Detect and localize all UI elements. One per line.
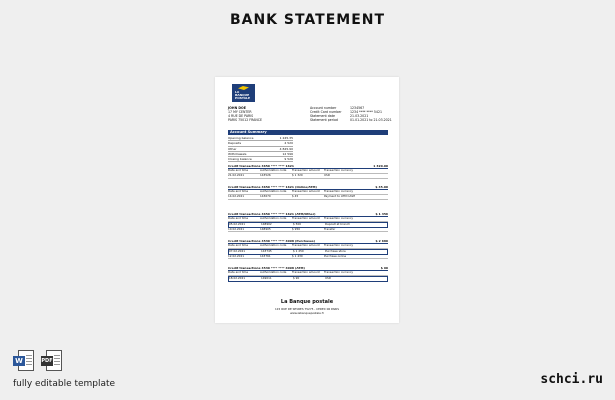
holder-address-line: 4 RUE DE PARIS xyxy=(228,114,254,118)
account-info-key: Account number xyxy=(310,106,337,110)
table-cell: $ 1 320 xyxy=(292,173,303,177)
section-title: Credit transactions 4530 **** **** 4098 (ATM) xyxy=(228,266,305,270)
table-cell: $ 90 xyxy=(293,276,300,280)
column-header: Transaction amount xyxy=(292,217,320,220)
logo-text-line: LA xyxy=(235,90,240,94)
table-cell: 05.02.2021 xyxy=(229,222,246,226)
footer-bank-name: La Banque postale xyxy=(280,299,334,305)
column-header: Transaction amount xyxy=(292,169,320,172)
column-header: Transaction amount xyxy=(292,190,320,193)
table-cell: 12.02.2021 xyxy=(228,254,245,258)
table-cell: $ 1 250 xyxy=(293,249,304,253)
holder-name: JOHN DOE xyxy=(228,106,246,110)
column-header: Date and time xyxy=(228,169,249,172)
column-header: Transaction currency xyxy=(324,190,354,193)
summary-key: Other xyxy=(228,146,237,151)
table-cell: $ 500 xyxy=(293,222,302,226)
table-cell: Purchase online xyxy=(324,254,347,258)
pdf-document-icon[interactable] xyxy=(41,350,63,372)
bank-logo xyxy=(232,84,255,102)
account-info-value: 01.01.2021 to 21.03.2021 xyxy=(350,118,392,122)
account-info-value: 21.03.2021 xyxy=(350,114,369,118)
word-document-icon[interactable] xyxy=(13,350,35,372)
column-header: Transaction amount xyxy=(292,271,320,274)
account-info-block xyxy=(310,106,392,122)
summary-key: Deposits xyxy=(228,141,242,146)
footer-address xyxy=(215,307,399,315)
table-cell: 18.02.2021 xyxy=(229,276,246,280)
section-title: Credit transactions 4650 **** **** 1621 (Online/ATM) xyxy=(228,185,317,189)
table-cell: 143526 xyxy=(260,173,271,177)
section-title: Credit transactions 4650 **** **** 1621 xyxy=(228,164,294,168)
summary-row xyxy=(228,157,293,162)
table-cell: Deposit at branch xyxy=(325,222,351,226)
column-header: Transaction currency xyxy=(324,271,354,274)
table-cell: 143761 xyxy=(260,254,271,258)
summary-table xyxy=(228,136,293,162)
statement-document xyxy=(215,77,399,323)
section-title: Credit transactions 4650 **** **** 1621 (ATM/Other) xyxy=(228,212,316,216)
column-header: Date and time xyxy=(228,244,249,247)
table-cell: 07.02.2021 xyxy=(229,249,246,253)
summary-value: 4 520 xyxy=(284,141,293,146)
table-cell: Transfer xyxy=(324,227,336,231)
table-cell: 10.02.2021 xyxy=(228,227,245,231)
column-header: Authorization code xyxy=(260,169,287,172)
column-header: Date and time xyxy=(228,190,249,193)
column-header: Transaction currency xyxy=(324,217,354,220)
pdf-icon-label: PDF xyxy=(41,358,53,364)
summary-value: 4 845.90 xyxy=(279,146,293,151)
transaction-section xyxy=(228,164,388,179)
account-info-key: Statement date xyxy=(310,114,335,118)
account-info-key: Statement period xyxy=(310,118,338,122)
table-cell: 143670 xyxy=(260,194,271,198)
summary-key: Opening balance xyxy=(228,136,254,140)
page-title: BANK STATEMENT xyxy=(229,12,386,28)
column-header: Transaction currency xyxy=(324,244,354,247)
summary-value: 1 245.35 xyxy=(279,136,293,140)
format-icons xyxy=(13,350,63,372)
table-cell: Payment to ATM CASH xyxy=(324,194,356,198)
account-holder-block xyxy=(228,106,262,122)
section-amount: $ 45.00 xyxy=(375,185,388,189)
section-amount: $ 90 xyxy=(380,266,388,270)
transaction-section xyxy=(228,212,388,232)
section-amount: $ 2 680 xyxy=(375,239,388,243)
account-info-key: Credit Card number xyxy=(310,110,342,114)
table-cell: $ 45 xyxy=(292,194,299,198)
column-header: Authorization code xyxy=(260,271,287,274)
column-header: Authorization code xyxy=(260,190,287,193)
table-row xyxy=(228,228,388,233)
table-cell: 143745 xyxy=(261,249,272,253)
table-cell: $ 1 430 xyxy=(292,254,303,258)
holder-address-line: 17 MY CENTER xyxy=(228,110,252,114)
column-header: Authorization code xyxy=(260,217,287,220)
summary-key: Withdrawals xyxy=(228,151,247,156)
section-amount: 1 320.00 xyxy=(373,164,388,168)
summary-value: 12 596 xyxy=(282,151,293,156)
summary-header: Account Summary xyxy=(228,130,388,135)
footer-website: www.labanquepostale.fr xyxy=(290,311,324,315)
table-row xyxy=(228,195,388,200)
table-cell: 149011 xyxy=(261,276,272,280)
column-header: Date and time xyxy=(228,217,249,220)
table-cell: USD xyxy=(325,276,331,280)
bird-logo-icon xyxy=(238,86,249,90)
summary-key: Closing balance xyxy=(228,157,252,162)
table-cell: Purchase store xyxy=(325,249,346,253)
transaction-section xyxy=(228,239,388,259)
column-header: Transaction currency xyxy=(324,169,354,172)
template-caption: fully editable template xyxy=(13,379,116,389)
account-info-row xyxy=(310,118,392,122)
holder-address-line: PARIS 75012 FRANCE xyxy=(228,118,262,122)
logo-text-line: BANQUE xyxy=(235,93,250,98)
table-cell: 21.02.2021 xyxy=(228,173,245,177)
column-header: Date and time xyxy=(228,271,249,274)
table-row xyxy=(228,276,388,282)
table-cell: 148905 xyxy=(260,227,271,231)
brand-watermark: schci.ru xyxy=(540,372,603,387)
column-header: Authorization code xyxy=(260,244,287,247)
transaction-section xyxy=(228,266,388,282)
word-icon-label: W xyxy=(13,356,25,366)
transaction-section xyxy=(228,185,388,200)
column-header: Transaction amount xyxy=(292,244,320,247)
account-info-value: 1234567 xyxy=(350,106,365,110)
section-title: Credit transactions 4530 **** **** 4098 (Purchases) xyxy=(228,239,316,243)
logo-text-line: POSTALE xyxy=(235,96,251,101)
summary-value: 9 526 xyxy=(284,157,293,162)
footer-address-line: 115 RUE DE SEVRES 75275 - CEDEX 06 PARIS xyxy=(274,307,340,311)
table-cell: 14.02.2021 xyxy=(228,194,245,198)
account-info-value: 1234 **** **** 5421 xyxy=(350,110,383,114)
table-row xyxy=(228,174,388,179)
table-cell: 148902 xyxy=(261,222,272,226)
section-amount: $ 1 456 xyxy=(375,212,388,216)
table-cell: USD xyxy=(324,173,330,177)
table-row xyxy=(228,255,388,260)
table-cell: $ 956 xyxy=(292,227,301,231)
